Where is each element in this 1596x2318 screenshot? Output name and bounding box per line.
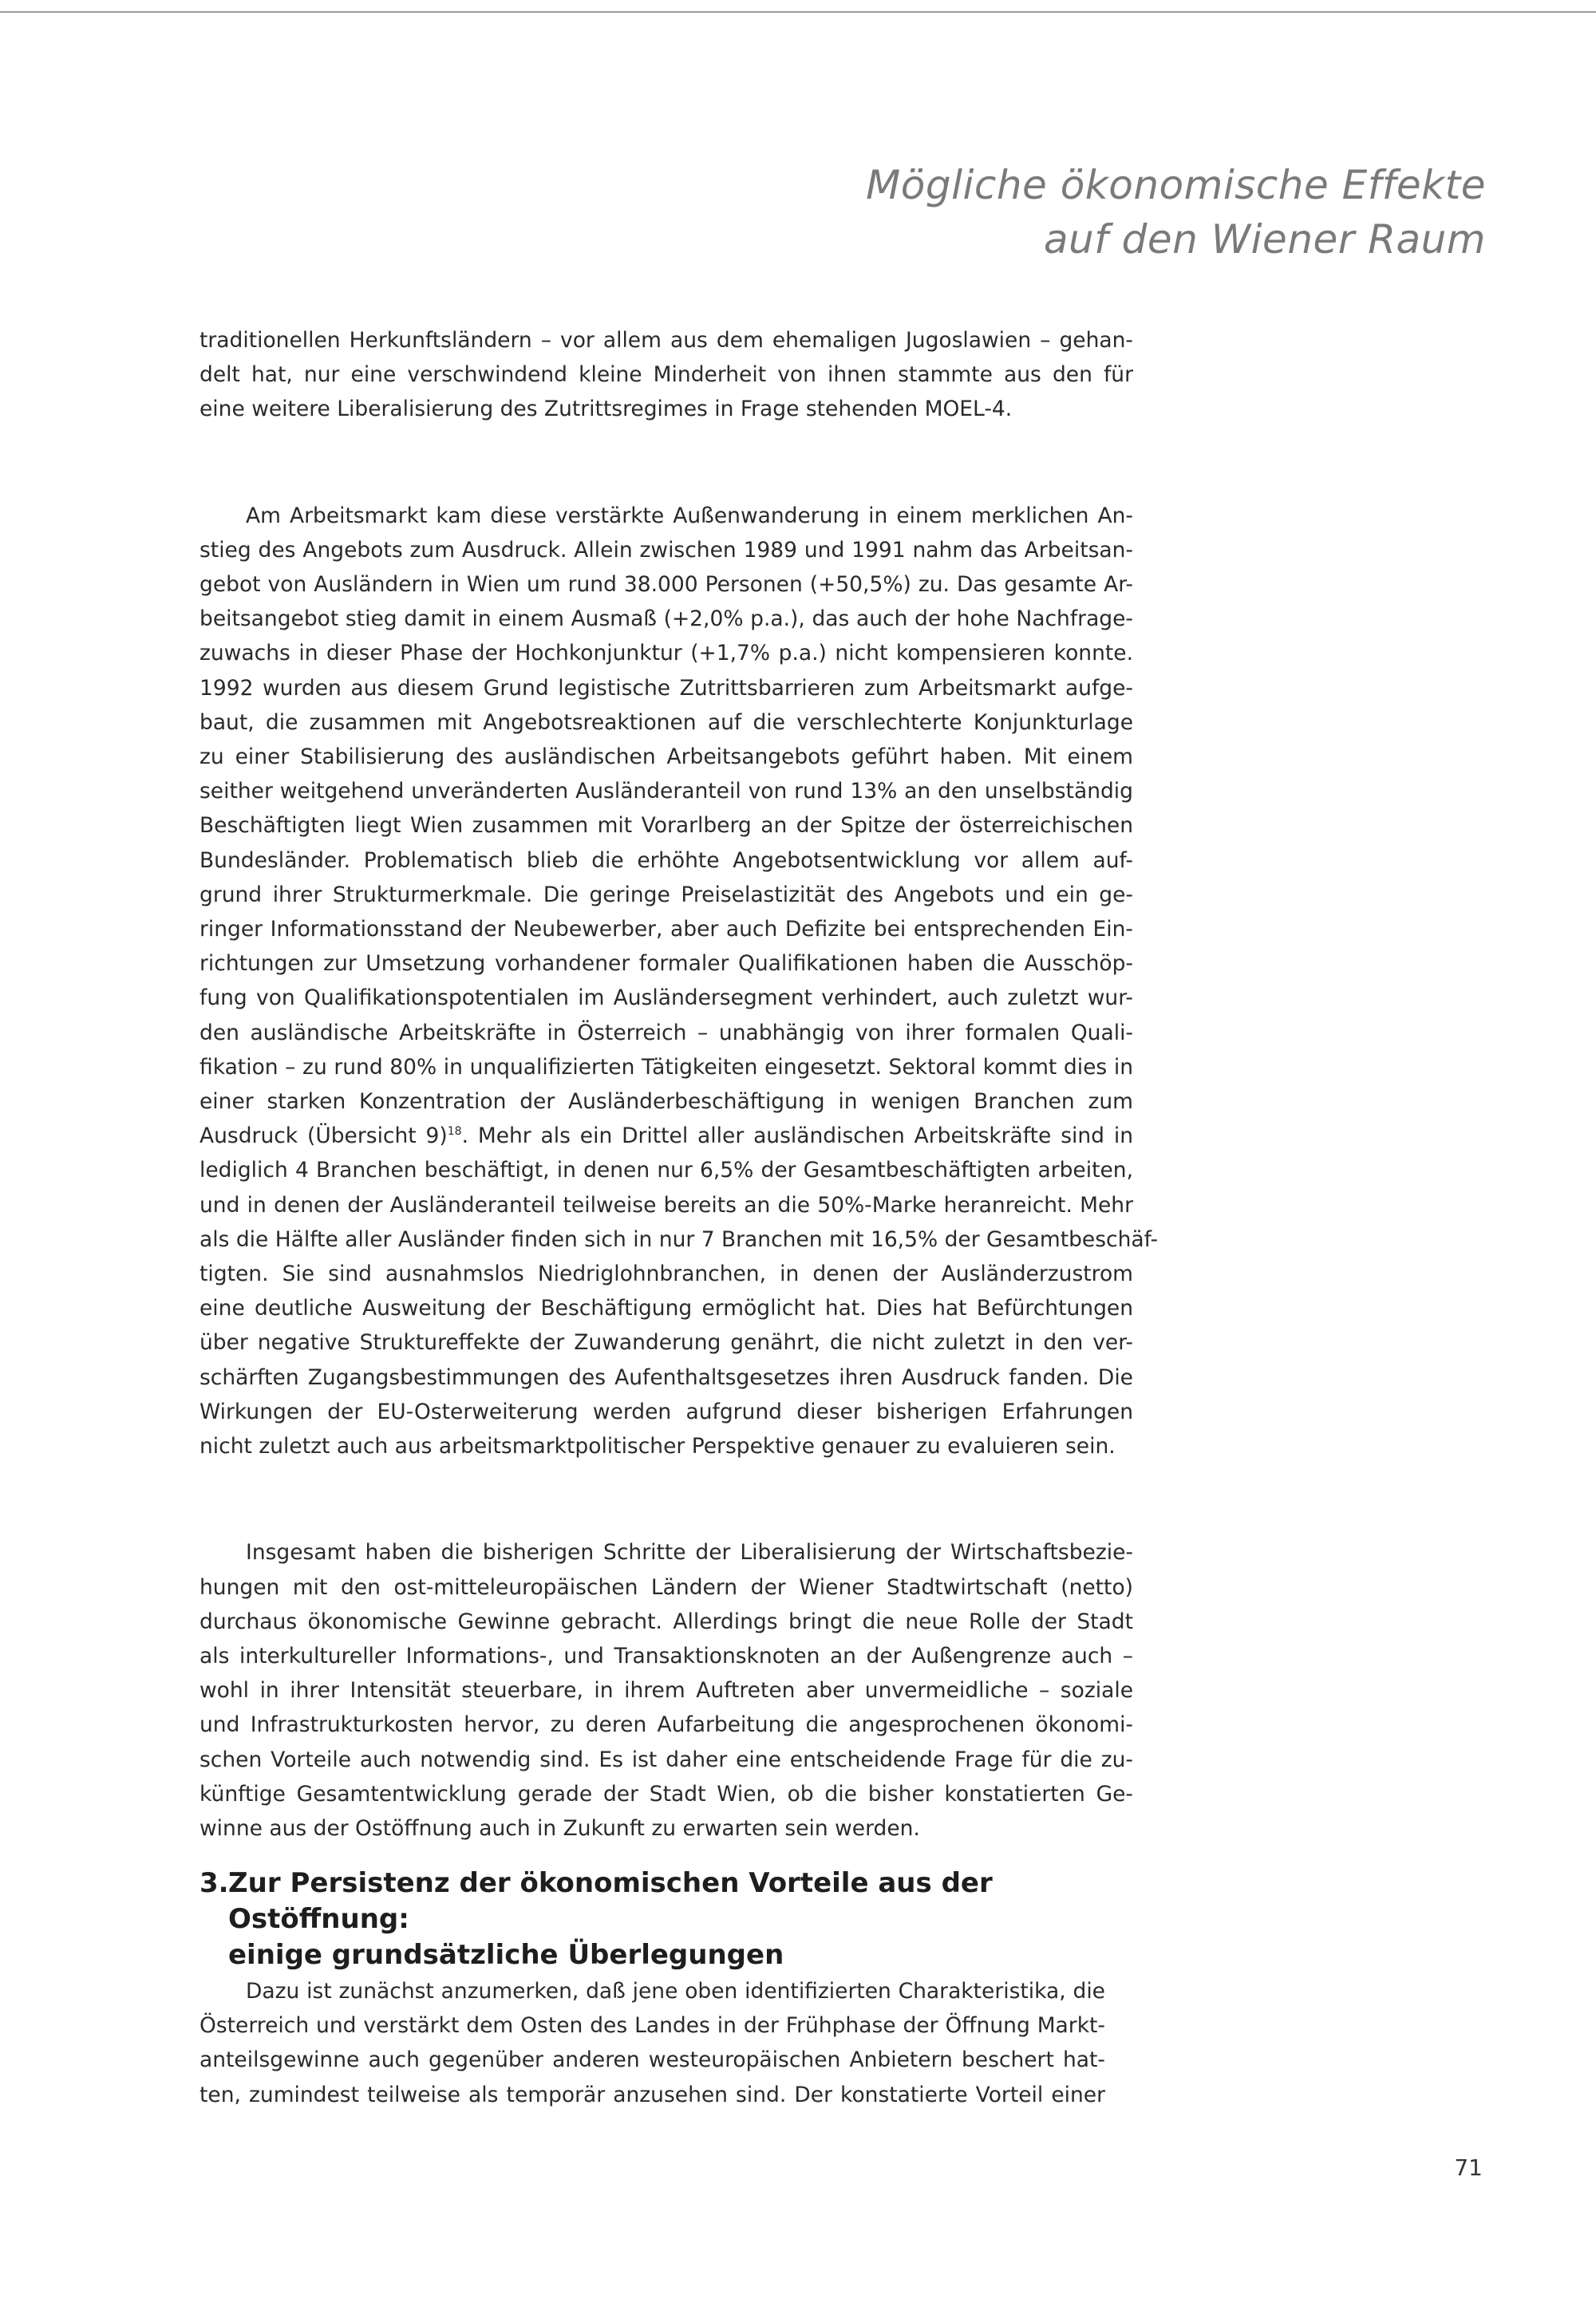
text-line: tigten. Sie sind ausnahmslos Niedriglohnbranchen, in denen der Ausländerzustrom [200,1262,1133,1287]
text-line: Dazu ist zunächst anzumerken, daß jene oben identifizierten Charakteristika, die [246,1979,1105,2004]
text-line: wohl in ihrer Intensität steuerbare, in ihrem Auftreten aber unvermeidliche – soziale [200,1678,1133,1704]
text-line: als die Hälfte aller Ausländer finden sich in nur 7 Branchen mit 16,5% der Gesamtbeschäf- [200,1226,1159,1252]
text-line: eine deutliche Ausweitung der Beschäftigung ermöglicht hat. Dies hat Befürchtungen [200,1296,1133,1321]
text-line: Österreich und verstärkt dem Osten des Landes in der Frühphase der Öffnung Markt- [200,2013,1105,2039]
text-line: Insgesamt haben die bisherigen Schritte der Liberalisierung der Wirtschaftsbezie- [246,1540,1133,1566]
text-line: traditionellen Herkunftsländern – vor allem aus dem ehemaligen Jugoslawien – gehan- [200,328,1133,353]
paragraph-3 [200,1535,1133,1846]
section-number: 3. [200,1867,229,1899]
text-line: den ausländische Arbeitskräfte in Österreich – unabhängig von ihrer formalen Quali- [200,1020,1133,1045]
text-line: 1992 wurden aus diesem Grund legistische Zutrittsbarrieren zum Arbeitsmarkt aufge- [200,675,1133,701]
text-line: einer starken Konzentration der Ausländerbeschäftigung in wenigen Branchen zum [200,1089,1133,1115]
text-line: durchaus ökonomische Gewinne gebracht. Allerdings bringt die neue Rolle der Stadt [200,1609,1133,1634]
text-line: als interkultureller Informations-, und Transaktionsknoten an der Außengrenze auch – [200,1643,1133,1668]
text-line: nicht zuletzt auch aus arbeitsmarktpolitischer Perspektive genauer zu evaluieren sein. [200,1434,1116,1459]
text-line: fikation – zu rund 80% in unqualifizierten Tätigkeiten eingesetzt. Sektoral kommt dies in [200,1054,1133,1080]
running-head [688,158,1486,267]
text-line: und in denen der Ausländeranteil teilweise bereits an die 50%-Marke heranreicht. Mehr [200,1192,1133,1218]
text-line: ten, zumindest teilweise als temporär anzusehen sind. Der konstatierte Vorteil einer [200,2082,1105,2107]
paragraph-4-container [200,1974,1105,2112]
section-title-line-2: einige grundsätzliche Überlegungen [228,1939,784,1971]
text-line: künftige Gesamtentwicklung gerade der Stadt Wien, ob die bisher konstatierten Ge- [200,1781,1133,1807]
text-line: delt hat, nur eine verschwindend kleine Minderheit von ihnen stammte aus den für [200,362,1133,388]
text-line: winne aus der Ostöffnung auch in Zukunft zu erwarten sein werden. [200,1815,920,1841]
running-head-line-1: Mögliche ökonomische Effekte [866,162,1486,208]
text-line: grund ihrer Strukturmerkmale. Die geringe Preiselastizität des Angebots und ein ge- [200,882,1133,907]
paragraph-4 [200,1974,1105,2112]
text-line: zu einer Stabilisierung des ausländischen Arbeitsangebots geführt haben. Mit einem [200,744,1133,770]
text-line: schärften Zugangsbestimmungen des Aufenthaltsgesetzes ihren Ausdruck fanden. Die [200,1364,1133,1390]
section-heading [200,1866,1157,1973]
text-line: hungen mit den ost-mitteleuropäischen Ländern der Wiener Stadtwirtschaft (netto) [200,1574,1133,1600]
text-line: gebot von Ausländern in Wien um rund 38.000 Personen (+50,5%) zu. Das gesamte Ar- [200,572,1133,598]
text-line: stieg des Angebots zum Ausdruck. Allein zwischen 1989 und 1991 nahm das Arbeitsan- [200,537,1133,563]
page-number: 71 [1454,2154,1483,2181]
text-line: fung von Qualifikationspotentialen im Ausländersegment verhindert, auch zuletzt wur- [200,985,1133,1011]
text-line: seither weitgehend unveränderten Ausländeranteil von rund 13% an den unselbständig [200,779,1133,804]
footnote-line-rest: . Mehr als ein Drittel aller ausländischen Arbeitskräfte sind in [461,1123,1133,1149]
body-text [200,323,1159,1846]
paragraph-1 [200,323,1133,427]
text-line: Beschäftigten liegt Wien zusammen mit Vorarlberg an der Spitze der österreichischen [200,813,1133,839]
text-line-with-footnote [200,1119,1133,1153]
paragraph-2 [200,499,1159,1464]
text-line: schen Vorteile auch notwendig sind. Es ist daher eine entscheidende Frage für die zu- [200,1747,1133,1772]
text-line: zuwachs in dieser Phase der Hochkonjunktur (+1,7% p.a.) nicht kompensieren konnte. [200,641,1133,666]
text-line: beitsangebot stieg damit in einem Ausmaß (+2,0% p.a.), das auch der hohe Nachfrage- [200,606,1133,632]
text-line: eine weitere Liberalisierung des Zutrittsregimes in Frage stehenden MOEL-4. [200,397,1013,422]
text-line: richtungen zur Umsetzung vorhandener formaler Qualifikationen haben die Ausschöp- [200,951,1133,977]
top-rule [0,11,1596,13]
text-line: über negative Struktureffekte der Zuwanderung genährt, die nicht zuletzt in den ver- [200,1330,1133,1356]
text-line: Wirkungen der EU-Osterweiterung werden aufgrund dieser bisherigen Erfahrungen [200,1399,1133,1424]
text-line: Am Arbeitsmarkt kam diese verstärkte Außenwanderung in einem merklichen An- [246,503,1133,528]
text-line: Bundesländer. Problematisch blieb die erhöhte Angebotsentwicklung vor allem auf- [200,847,1133,873]
text-line: anteilsgewinne auch gegenüber anderen westeuropäischen Anbietern beschert hat- [200,2048,1105,2073]
text-line: und Infrastrukturkosten hervor, zu deren Aufarbeitung die angesprochenen ökonomi- [200,1712,1133,1738]
text-line: baut, die zusammen mit Angebotsreaktionen auf die verschlechterte Konjunkturlage [200,709,1133,735]
text-line: lediglich 4 Branchen beschäftigt, in denen nur 6,5% der Gesamtbeschäftigten arbeiten, [200,1158,1133,1183]
footnote-context: Ausdruck (Übersicht 9) [200,1123,448,1149]
running-head-line-2: auf den Wiener Raum [1043,216,1486,263]
section-title-line-1: Zur Persistenz der ökonomischen Vorteile aus der Ostöffnung: [228,1867,993,1935]
footnote-ref[interactable]: 18 [447,1125,462,1139]
text-line: ringer Informationsstand der Neubewerber, aber auch Defizite bei entsprechenden Ein- [200,917,1133,942]
